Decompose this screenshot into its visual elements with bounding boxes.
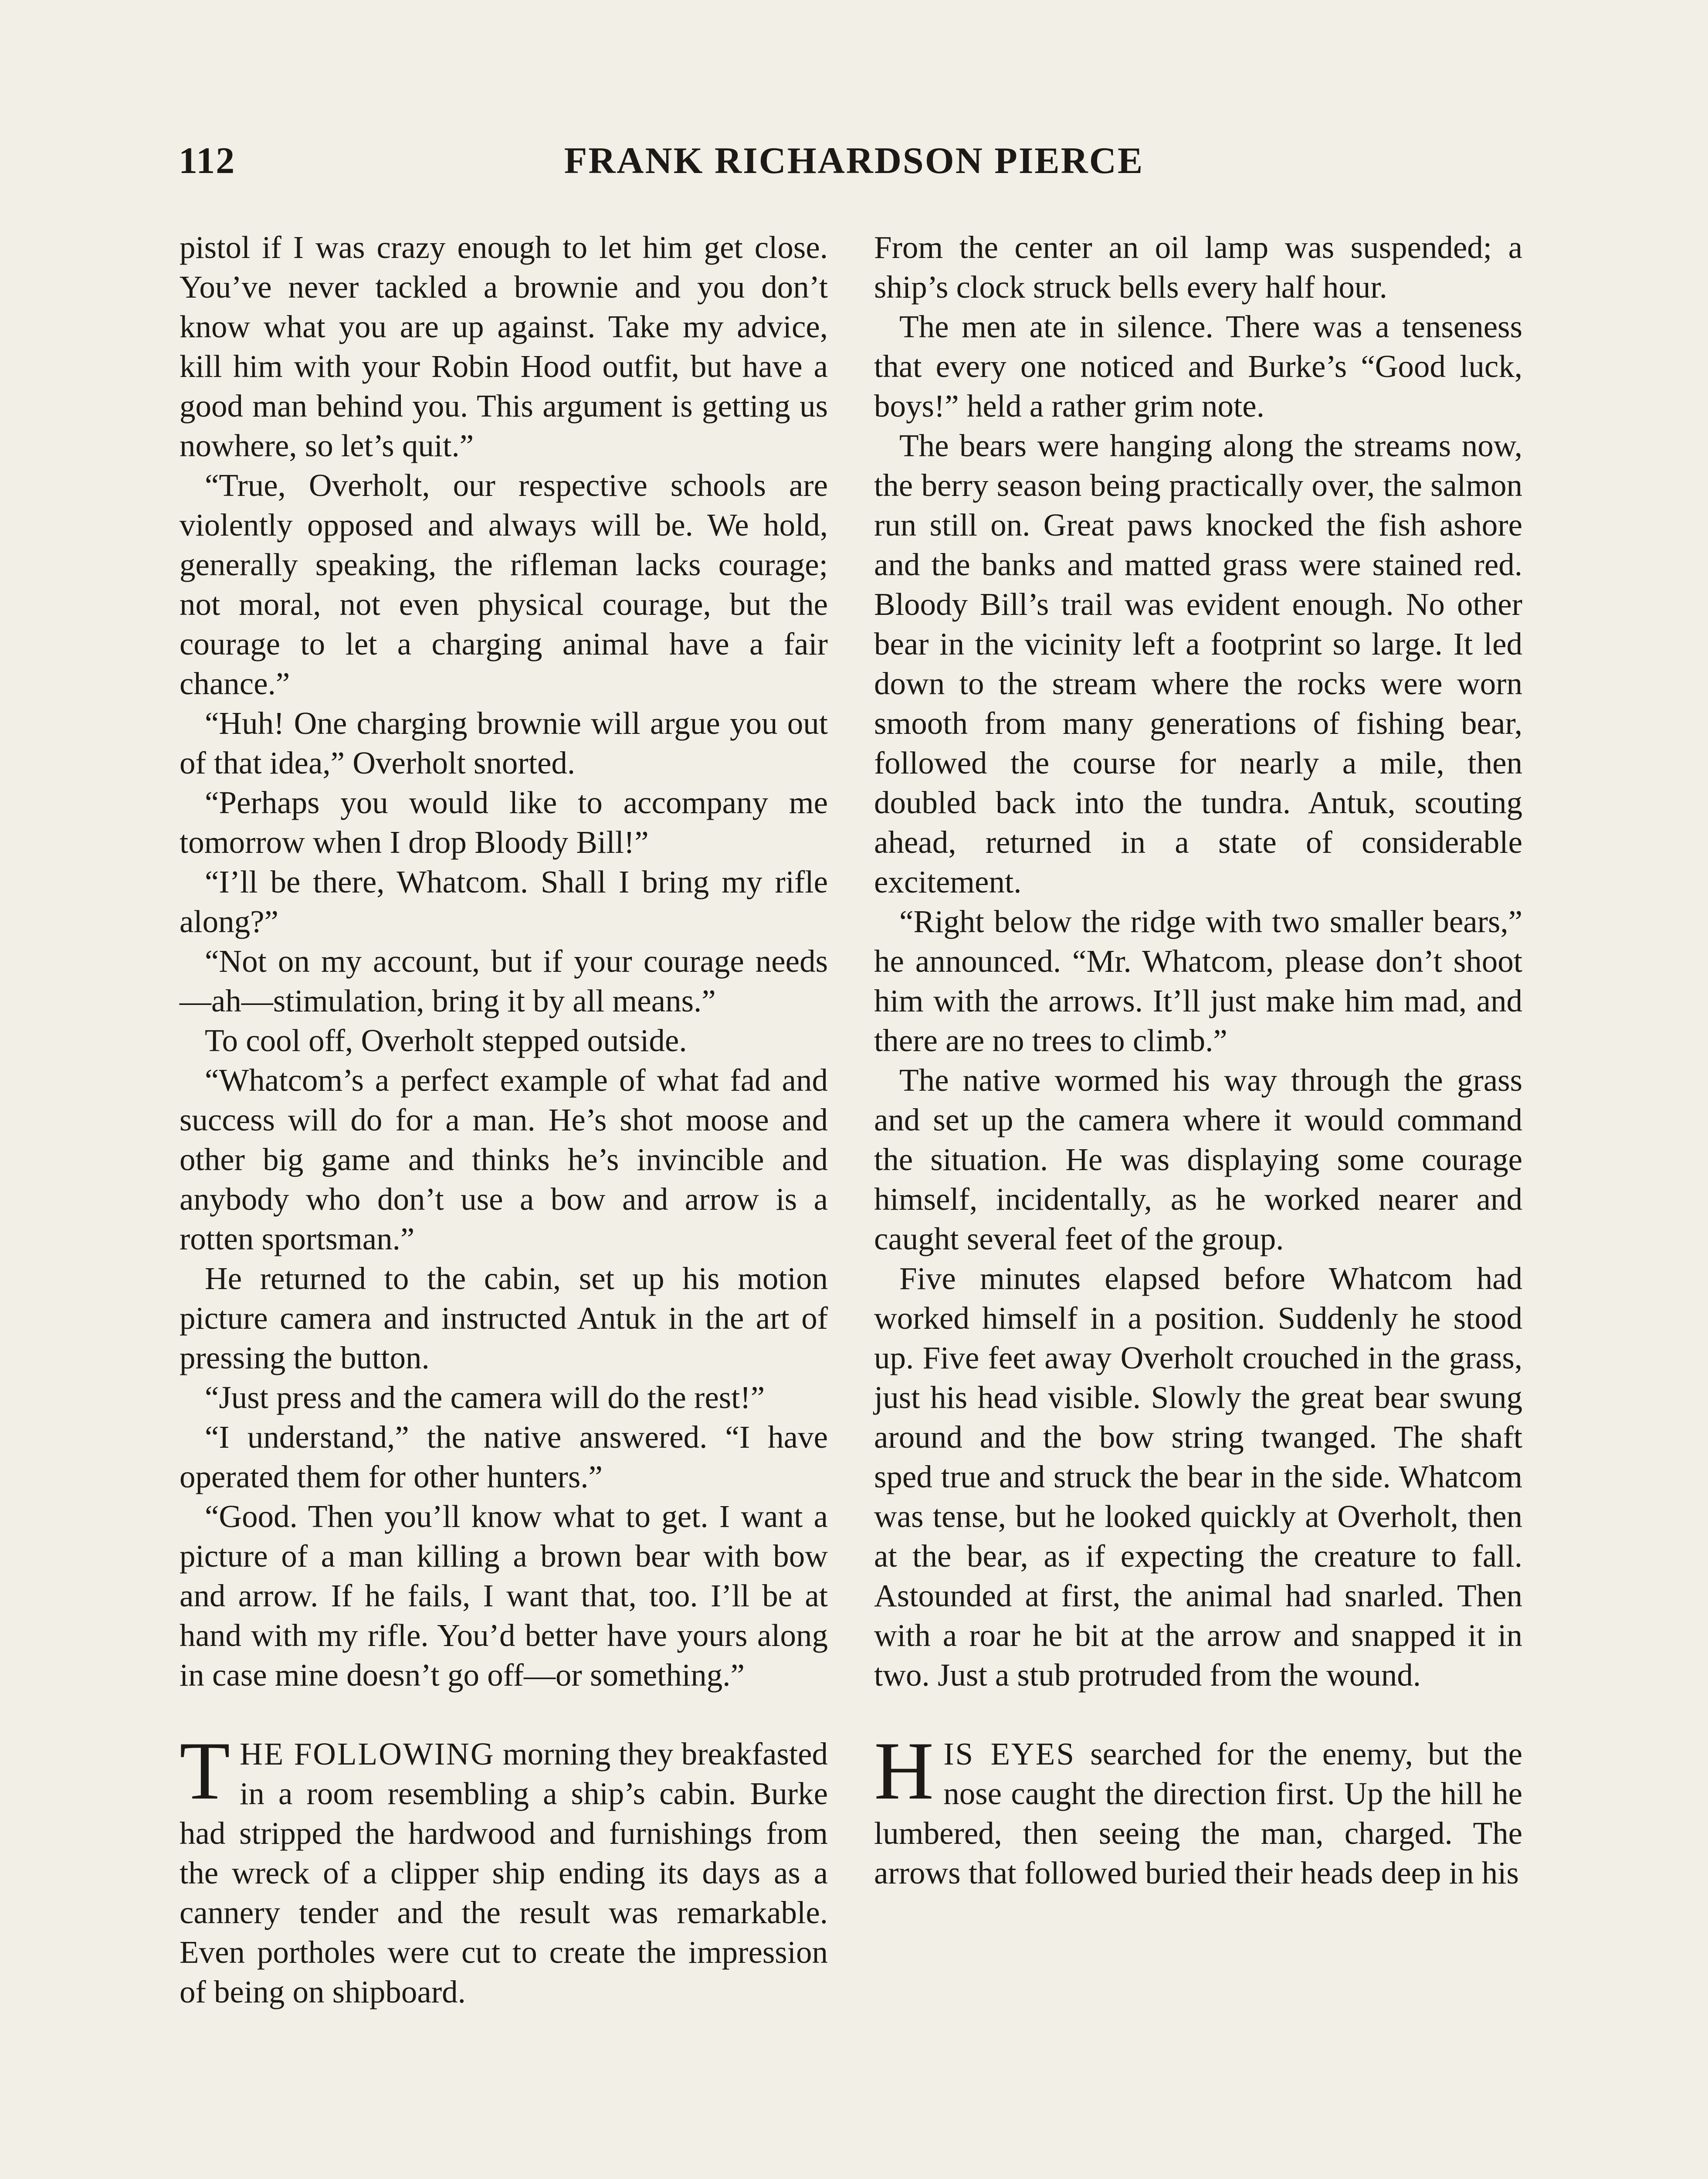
author-name: FRANK RICHARDSON PIERCE [564, 139, 1144, 181]
paragraph: “Perhaps you would like to accompany me tomorrow when I drop Bloody Bill!” [180, 785, 828, 860]
drop-cap: T [180, 1725, 230, 1817]
paragraph: Five minutes elapsed before Whatcom had worked himself in a position. Suddenly he stood up. Five feet away Overholt crouched in the grass, just his head visible. Slowly the great bear swung around and the bow string twanged. The shaft sped true and struck the bear in the side. Whatcom was tense, but he looked quickly at Overholt, then at the bear, as if expecting the creature to fall. Astounded at first, the animal had snarled. Then with a roar he bit at the arrow and snapped it in two. Just a stub protruded from the wound. [874, 1261, 1522, 1693]
paragraph: The bears were hanging along the streams now, the berry season being practically over, the salmon run still on. Great paws knocked the fish ashore and the banks and matted grass were stained red. Bloody Bill’s trail was evident enough. No other bear in the vicinity left a footprint so large. It led down to the stream where the rocks were worn smooth from many generations of fishing bear, followed the course for nearly a mile, then doubled back into the tundra. Antuk, scouting ahead, returned in a state of considerable excitement. [874, 428, 1522, 899]
paragraph: The native wormed his way through the grass and set up the camera where it would command the situation. He was displaying some courage himself, incidentally, as he worked nearer and caught several feet of the group. [874, 1062, 1522, 1256]
running-head [0, 139, 1708, 191]
right-column [874, 227, 1522, 1893]
paragraph-text: morning they breakfasted in a room resembling a ship’s cabin. Burke had stripped the hardwood and furnishings from the wreck of a clipper ship ending its days as a cannery tender and the result was remarkable. Even portholes were cut to create the impression of being on shipboard. [180, 1736, 828, 2009]
paragraph: “Huh! One charging brownie will argue you out of that idea,” Overholt snorted. [180, 706, 828, 781]
section-opening-paragraph [180, 1725, 828, 2012]
small-caps-lead: IS EYES [943, 1736, 1075, 1772]
paragraph: “Whatcom’s a perfect example of what fad and success will do for a man. He’s shot moose and other big game and thinks he’s invincible and anybody who don’t use a bow and arrow is a rotten sportsman.” [180, 1062, 828, 1256]
paragraph: He returned to the cabin, set up his motion picture camera and instructed Antuk in the art of pressing the button. [180, 1261, 828, 1375]
small-caps-lead: HE FOLLOWING [240, 1736, 495, 1772]
drop-cap: H [874, 1725, 934, 1817]
paragraph: “Good. Then you’ll know what to get. I want a picture of a man killing a brown bear with bow and arrow. If he fails, I want that, too. I’ll be at hand with my rifle. You’d better have yours along in case mine doesn’t go off—or something.” [180, 1499, 828, 1693]
paragraph: “Just press and the camera will do the rest!” [205, 1380, 765, 1415]
page-number: 112 [179, 139, 236, 181]
section-opening-paragraph [874, 1725, 1522, 1893]
paragraph-text: searched for the enemy, but the nose caught the direction first. Up the hill he lumbered, then seeing the man, charged. The arrows that followed buried their heads deep in his [874, 1736, 1522, 1891]
paragraph: “True, Overholt, our respective schools are violently opposed and always will be. We hold, generally speaking, the rifleman lacks courage; not moral, not even physical courage, but the courage to let a charging animal have a fair chance.” [180, 468, 828, 701]
paragraph: “I’ll be there, Whatcom. Shall I bring my rifle along?” [180, 864, 828, 939]
paragraph: “Right below the ridge with two smaller bears,” he announced. “Mr. Whatcom, please don’t shoot him with the arrows. It’ll just make him mad, and there are no trees to climb.” [874, 904, 1522, 1058]
paragraph: “Not on my account, but if your courage needs—ah—stimulation, bring it by all means.” [180, 944, 828, 1018]
paragraph: “I understand,” the native answered. “I have operated them for other hunters.” [180, 1419, 828, 1494]
paragraph: pistol if I was crazy enough to let him get close. You’ve never tackled a brownie and you don’t know what you are up against. Take my advice, kill him with your Robin Hood outfit, but have a good man behind you. This argument is getting us nowhere, so let’s quit.” [180, 230, 828, 463]
paragraph: To cool off, Overholt stepped outside. [205, 1023, 687, 1058]
paragraph: From the center an oil lamp was suspended; a ship’s clock struck bells every half hour. [874, 230, 1522, 305]
paragraph: The men ate in silence. There was a tenseness that every one noticed and Burke’s “Good luck, boys!” held a rather grim note. [874, 309, 1522, 424]
left-column [180, 227, 828, 2012]
